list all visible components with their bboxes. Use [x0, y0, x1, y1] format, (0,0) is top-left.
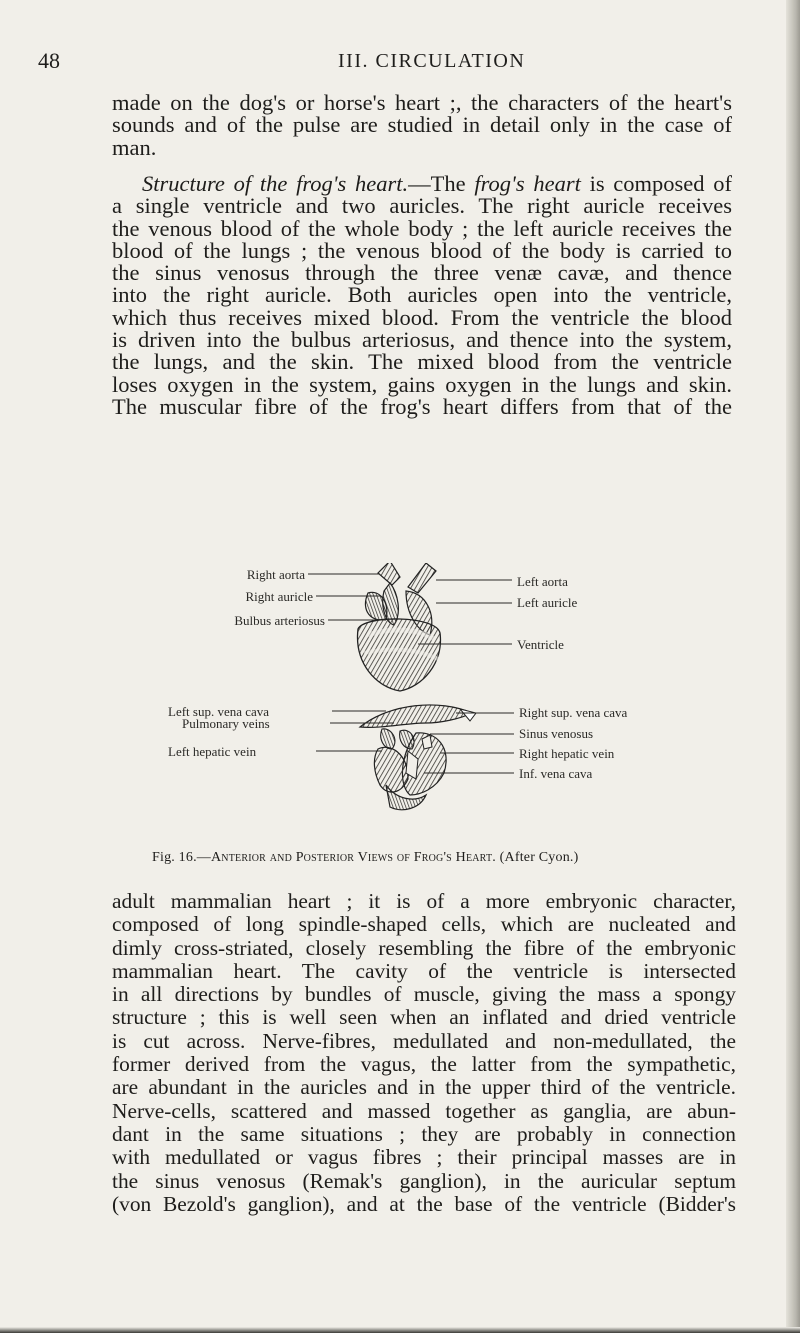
text-line: the sinus venosus through the three venæ cavæ, and thence	[112, 260, 732, 286]
text-line: is driven into the bulbus arteriosus, and thence into the system,	[112, 327, 732, 353]
text-line: dant in the same situations ; they are probably in connection	[112, 1121, 736, 1146]
label-right-sup-vena-cava: Right sup. vena cava	[519, 705, 628, 720]
caption-main: Anterior and Posterior Views of Frog's Heart.	[210, 850, 496, 865]
figure-caption	[152, 850, 578, 866]
label-left-sup-vena-cava: Left sup. vena cava	[168, 704, 270, 719]
text-line: (von Bezold's ganglion), and at the base of the ventricle (Bidder's	[112, 1191, 736, 1216]
label-bulbus-arteriosus: Bulbus arteriosus	[234, 613, 325, 628]
text-line: former derived from the vagus, the latter from the sympathetic,	[112, 1052, 736, 1077]
anterior-view-heart	[358, 563, 441, 691]
text-line: is cut across. Nerve-fibres, medullated and non-medullated, the	[112, 1028, 736, 1053]
text-line: adult mammalian heart ; it is of a more embryonic character,	[112, 889, 736, 913]
figure-frog-heart	[168, 563, 700, 823]
page-bottom-shadow	[0, 1327, 800, 1333]
section-heading: Structure of the frog's heart.	[142, 171, 409, 196]
text-line: Nerve-cells, scattered and massed together as ganglia, are abun-	[112, 1098, 736, 1123]
label-right-aorta: Right aorta	[246, 567, 305, 582]
paragraph-continuation	[112, 92, 732, 159]
text-line: sounds and of the pulse are studied in detail only in the case of	[112, 112, 732, 138]
text-line: mammalian heart. The cavity of the ventricle is intersected	[112, 958, 736, 983]
text-line: a single ventricle and two auricles. The right auricle receives	[112, 193, 732, 219]
label-right-hepatic-vein: Right hepatic vein	[519, 746, 615, 761]
label-left-hepatic-vein: Left hepatic vein	[168, 744, 257, 759]
text-line: are abundant in the auricles and in the upper third of the ventricle.	[112, 1075, 736, 1100]
text-line: man.	[112, 134, 157, 160]
paragraph-muscular-fibre	[112, 890, 736, 1216]
term-frogs-heart: frog's heart	[474, 171, 581, 196]
label-right-auricle: Right auricle	[245, 589, 313, 604]
running-head: III. CIRCULATION	[338, 50, 526, 72]
text-line-first	[112, 173, 732, 195]
text-line: which thus receives mixed blood. From the ventricle the blood	[112, 304, 732, 330]
posterior-view-heart	[360, 705, 476, 810]
text-line: The muscular fibre of the frog's heart differs from that of the	[112, 393, 732, 419]
label-ventricle: Ventricle	[517, 637, 564, 652]
text-line: with medullated or vagus fibres ; their principal masses are in	[112, 1145, 736, 1170]
paragraph-frog-heart-structure	[112, 173, 732, 418]
label-left-aorta: Left aorta	[517, 574, 568, 589]
text-line: structure ; this is well seen when an inflated and dried ventricle	[112, 1005, 736, 1030]
text-line: dimly cross-striated, closely resembling the fibre of the embryonic	[112, 935, 736, 960]
heading-dash: —The	[408, 171, 475, 196]
page-number: 48	[38, 48, 60, 73]
label-sinus-venosus: Sinus venosus	[519, 726, 594, 741]
text-line: the venous blood of the whole body ; the left auricle receives the	[112, 215, 732, 241]
page-edge-shadow	[786, 0, 800, 1333]
text-line: loses oxygen in the system, gains oxygen in the lungs and skin.	[112, 371, 732, 397]
text-line: into the right auricle. Both auricles open into the ventricle,	[112, 282, 732, 308]
text-line: composed of long spindle-shaped cells, which are nucleated and	[112, 912, 736, 937]
page-header	[38, 48, 758, 78]
text-line: the sinus venosus (Remak's ganglion), in the auricular septum	[112, 1168, 736, 1193]
label-pulmonary-veins: Pulmonary veins	[182, 716, 270, 731]
first-line-rest: is composed of	[580, 171, 733, 196]
text-line: the lungs, and the skin. The mixed blood from the ventricle	[112, 349, 732, 375]
text-line: in all directions by bundles of muscle, giving the mass a spongy	[112, 982, 736, 1007]
label-left-auricle: Left auricle	[517, 595, 578, 610]
label-inf-vena-cava: Inf. vena cava	[519, 766, 593, 781]
caption-prefix: Fig. 16.—	[152, 850, 211, 865]
text-line: made on the dog's or horse's heart ;, the characters of the heart's	[112, 90, 732, 115]
caption-suffix: (After Cyon.)	[495, 850, 579, 865]
text-line: blood of the lungs ; the venous blood of the body is carried to	[112, 237, 732, 263]
